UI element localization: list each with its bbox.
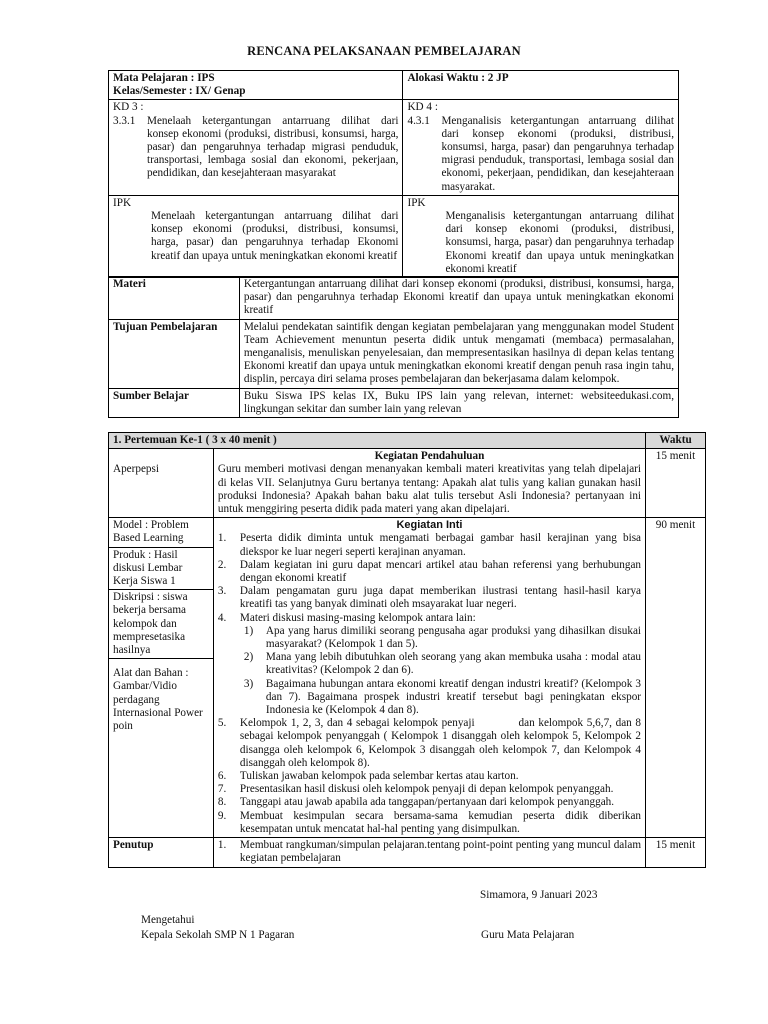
ipk-right-cell [403, 195, 679, 277]
list-item: 3) Bagaimana hubungan antara ekonomi kreatif dengan industri kreatif? (Kelompok 3 dan 7). Bagaimana prospek industri kreatif tersebut bagi peningkatan ekspor Indonesia ke (Kelompok 4 dan 8). [243, 677, 642, 717]
materi-text: Ketergantungan antarruang dilihat dari konsep ekonomi (produksi, distribusi, konsumsi, harga, pasar) dan pengaruhnya terhadap Ekonomi kreatif dan upaya untuk meningkatkan ekonomi kreatif [239, 277, 678, 320]
ipk-row [109, 195, 679, 277]
inti-row [109, 518, 706, 838]
kd3-code: 3.3.1 [113, 114, 136, 127]
info-table [108, 276, 679, 418]
inti-substeps [218, 625, 641, 717]
inti-steps [218, 532, 641, 624]
ipk-right-text: Menganalisis ketergantungan antarruang dilihat dari konsep ekonomi (produksi, distribusi, konsumsi, harga, pasar) dan pengaruhnya terhadap Ekonomi kreatif dan upaya untuk meningkatkan ekonomi kreatif [445, 210, 674, 275]
inti-time: 90 menit [646, 518, 706, 838]
ipk-left-cell [109, 195, 403, 277]
pertemuan-heading: 1. Pertemuan Ke-1 ( 3 x 40 menit ) [109, 433, 646, 449]
penutup-row [109, 838, 706, 867]
apersepsi-label: Aperpepsi [113, 463, 159, 476]
kd3-cell [109, 100, 403, 195]
produk-text: Produk : Hasil diskusi Lembar Kerja Siswa 1 [109, 548, 213, 591]
list-item: 8. Tanggapi atau jawab apabila ada tanggapan/pertanyaan dari kelompok penyanggah. [217, 796, 615, 809]
kd-row [109, 100, 679, 195]
list-item: 2) Mana yang lebih dibutuhkan oleh seorang yang akan membuka usaha : modal atau kreativitas? (Kelompok 2 dan 6). [243, 651, 642, 677]
header-row [109, 71, 679, 100]
alat-text: Alat dan Bahan : Gambar/Vidio perdagang Internasional Power poin [113, 667, 203, 733]
tujuan-text: Melalui pendekatan saintifik dengan kegiatan pembelajaran yang menggunakan model Student Team Achievement menuntun peserta didik untuk mengamati (membaca) permasalahan, menganalisis, menuliskan penyelesaian, dan mempresentasikan hasilnya di depan kelas tentang Ekonomi kreatif dan upaya untuk meningkatkan ekonomi kreatif dengan penuh rasa ingin tahu, displin, percaya diri selama proses pembelajaran dan bekerjasama dalam kelompok. [239, 319, 678, 388]
list-item: 1. Membuat rangkuman/simpulan pelajaran.tentang point-point penting yang muncul dalam kegiatan pembelajaran [217, 839, 642, 865]
inti-steps-2 [217, 717, 644, 836]
guru-text: Guru Mata Pelajaran [481, 929, 575, 941]
materi-label: Materi [109, 277, 240, 320]
pendahuluan-row [109, 449, 706, 518]
list-item: 3. Dalam pengamatan guru juga dapat memberikan ilustrasi tentang hasil-hasil karya kreatifi tas yang banyak diminati oleh msayarakat luar negeri. [217, 585, 642, 611]
list-item: 1) Apa yang harus dimiliki seorang pengusaha agar produksi yang dihasilkan disukai masyarakat? (Kelompok 1 dan 5). [243, 624, 642, 651]
tujuan-row [109, 319, 679, 388]
kd4-label: KD 4 : [407, 101, 438, 114]
waktu-label: Waktu [646, 433, 706, 449]
list-item: 2. Dalam kegiatan ini guru dapat mencari artikel atau bahan referensi yang berhubungan dengan ekonomi kreatif [217, 558, 642, 585]
sumber-text: Buku Siswa IPS kelas IX, Buku IPS lain yang relevan, internet: websiteedukasi.com, lingkungan sekitar dan sumber lain yang relevan [239, 388, 678, 417]
kepsek-text: Kepala Sekolah SMP N 1 Pagaran [141, 929, 295, 941]
materi-row [109, 277, 679, 320]
alokasi-cell: Alokasi Waktu : 2 JP [403, 71, 679, 100]
ipk-left-label: IPK [113, 196, 132, 209]
list-item: 4. Materi diskusi masing-masing kelompok antara lain: [217, 611, 476, 624]
kd3-label: KD 3 : [113, 101, 144, 114]
sumber-row [109, 388, 679, 417]
pertemuan-heading-row [109, 433, 706, 449]
mapel-text: Mata Pelajaran : IPS [113, 72, 215, 84]
ipk-left-text: Menelaah ketergantungan antarruang dilihat dari konsep ekonomi (produksi, distribusi, konsumsi, harga, pasar) dan pengaruhnya terhadap Ekonomi kreatif dan upaya untuk meningkatkan ekonomi kreatif [151, 210, 399, 262]
pendahuluan-title: Kegiatan Pendahuluan [374, 450, 485, 463]
place-date: Simamora, 9 Januari 2023 [480, 889, 598, 901]
pendahuluan-cell [213, 449, 645, 518]
list-item: 7. Presentasikan hasil diskusi oleh kelompok penyaji di depan kelompok penyanggah. [217, 783, 614, 796]
sumber-label: Sumber Belajar [109, 388, 240, 417]
mengetahui-text: Mengetahui [141, 914, 195, 926]
mapel-cell [109, 71, 403, 100]
kd3-text: Menelaah ketergantungan antarruang dilihat dari konsep ekonomi (produksi, distribusi, konsumsi, harga, pasar) dan pengaruhnya terhadap migrasi penduduk, transportasi, lembaga sosial dan ekonomi, pekerjaan, pendidikan, dan kesejahteraan masyarakat [147, 114, 399, 180]
tujuan-label: Tujuan Pembelajaran [109, 319, 240, 388]
penutup-time: 15 menit [646, 838, 706, 867]
pendahuluan-text: Guru memberi motivasi dengan menanyakan kembali materi kreativitas yang telah dipelajari di kelas VII. Selanjutnya Guru bertanya tentang: Apakah alat tulis yang kalian gunakan hasil produksi Indonesia? Apakah bahan baku alat tulis tersebut Asli Indonesia? pertanyaan ini untuk menggiring peserta didik pada materi yang akan dipelajari. [217, 463, 642, 516]
penutup-cell [213, 838, 645, 867]
kelas-text: Kelas/Semester : IX/ Genap [113, 85, 246, 98]
kd4-code: 4.3.1 [407, 114, 430, 127]
kd-table [108, 70, 679, 278]
ipk-right-label: IPK [407, 196, 426, 209]
pertemuan-table [108, 432, 706, 868]
list-item: 1. Peserta didik diminta untuk mengamati berbagai gambar hasil kerajinan yang bisa diekspor ke luar negeri seperti kerajinan anyaman. [217, 532, 642, 558]
diskripsi-text: Diskripsi : siswa bekerja bersama kelompok dan mempresetasika hasilnya [109, 590, 213, 659]
pendahuluan-time: 15 menit [646, 449, 706, 518]
list-item: 9. Membuat kesimpulan secara bersama-sama kemudian peserta didik diberikan kesempatan untuk mencatat hal-hal penting yang disimpulkan. [217, 809, 642, 835]
penutup-label: Penutup [109, 838, 214, 867]
apersepsi-cell [109, 449, 214, 518]
model-text: Model : Problem Based Learning [109, 518, 213, 547]
kd4-text: Menganalisis ketergantungan antarruang dilihat dari konsep ekonomi (produksi, distribusi, konsumsi, harga, pasar) dan pengaruhnya terhadap migrasi penduduk, transportasi, lembaga sosial dan ekonomi, pekerjaan, pendidikan, dan kesejahteraan masyarakat. [441, 114, 674, 193]
inti-left-cell [109, 518, 214, 838]
kd4-cell [403, 100, 679, 195]
list-item: 6. Tuliskan jawaban kelompok pada selembar kertas atau karton. [217, 770, 519, 783]
inti-title: Kegiatan Inti [396, 519, 463, 532]
list-item: 5. Kelompok 1, 2, 3, dan 4 sebagai kelompok penyaji dan kelompok 5,6,7, dan 8 sebagai kelompok penyanggah ( Kelompok 1 disanggah oleh kelompok 5, Kelompok 2 disangga oleh kelompok 6, Kelompok 3 disanggah oleh kelompok 7, dan Kelompok 4 disanggah oleh kelompok 8). [217, 717, 644, 769]
document-title: RENCANA PELAKSANAAN PEMBELAJARAN [247, 44, 521, 58]
inti-cell [213, 518, 645, 838]
